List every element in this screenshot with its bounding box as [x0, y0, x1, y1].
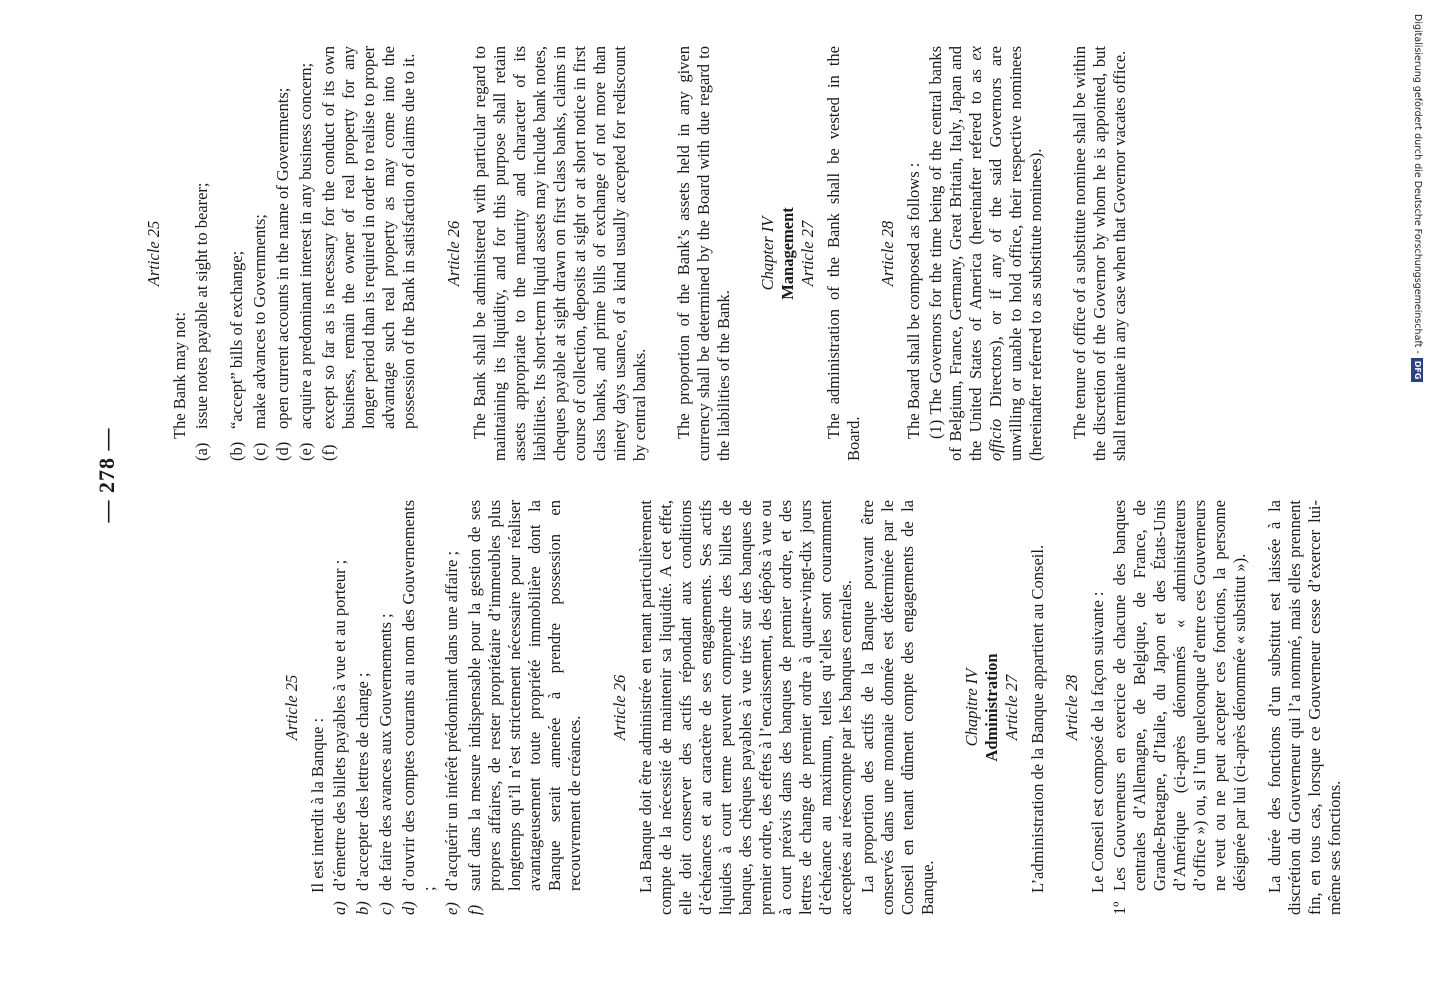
en-item-text: open current accounts in the name of Governments; [273, 87, 292, 429]
fr-item-text: d’émettre des billets payables à vue et au porteur ; [330, 559, 349, 891]
en-item-c [250, 46, 270, 461]
digitization-sidenote [1410, 14, 1424, 394]
fr-item-label: c) [376, 902, 395, 915]
en-article-28-p1-ex-officio: ex officio [966, 45, 1005, 461]
en-article-28-heading: Article 28 [878, 220, 897, 287]
fr-item-f [465, 500, 585, 915]
fr-item-label: e) [442, 902, 461, 915]
fr-item-b [353, 500, 373, 915]
en-item-d [273, 46, 293, 461]
en-item-label: (e) [296, 442, 315, 461]
fr-article-26-heading: Article 26 [610, 674, 629, 741]
french-column [132, 500, 1347, 915]
fr-item-text: sauf dans la mesure indispensable pour la gestion de ses propres affaires, de rester propriétaire d’immeubles plus longtemps qu’il n’est strictement nécessaire pour réaliser avantageusement toute propriété immobilière dont la Banque serait amenée à prendre possession en recouvrement de créances. [465, 500, 584, 891]
fr-article-25-heading: Article 25 [282, 674, 301, 741]
fr-article-26-paragraph-2: La proportion des actifs de la Banque pouvant être conservés dans une monnaie donnée est déterminée par le Conseil en tenant dûment compte des engagements de la Banque. [858, 500, 937, 915]
fr-article-25-intro: Il est interdit à la Banque : [308, 717, 327, 893]
fr-chapter-title: Administration [982, 653, 1001, 762]
en-item-a [192, 46, 212, 461]
en-article-28-paragraph-1 [926, 46, 1046, 461]
dfg-logo-icon: DFG [1411, 358, 1423, 383]
fr-article-27-heading: Article 27 [1002, 674, 1021, 741]
fr-item-text: d’ouvrir des comptes courants au nom des Gouvernements ; [399, 500, 438, 891]
en-article-27-heading: Article 27 [798, 220, 817, 287]
en-item-e [296, 46, 316, 461]
page-number: — 278 — [94, 427, 119, 523]
fr-article-28-heading: Article 28 [1062, 674, 1081, 741]
english-column [132, 46, 1132, 461]
en-article-28-p1-lead: (1) The Governors for the time being of the central banks of Belgium, France, Germany, Great Britain, Italy, Japan and the United States of America (hereinafter refered to as [926, 46, 985, 461]
fr-item-label: d) [399, 901, 418, 915]
en-item-text: make advances to Governments; [250, 214, 269, 429]
en-article-26-paragraph-2: The proportion of the Bank’s assets held in any given currency shall be determined by the Board with due regard to the liabilities of the Bank. [674, 46, 733, 461]
en-article-28-intro: The Board shall be composed as follows : [904, 162, 923, 439]
en-item-f [319, 46, 419, 461]
fr-item-label: a) [330, 901, 349, 915]
en-item-text: except so far as is necessary for the conduct of its own business, remain the owner of real property for any longer period than is required in order to realise to proper advantage such real property as may come into the possession of the Bank in satisfaction of claims due to it. [319, 46, 418, 429]
en-chapter-title: Management [778, 207, 797, 300]
fr-item-text: d’acquérir un intérêt prédominant dans une affaire ; [442, 550, 461, 891]
fr-article-28-intro: Le Conseil est composé de la façon suivante : [1088, 591, 1107, 893]
en-item-text: acquire a predominant interest in any business concern; [296, 62, 315, 429]
fr-item-label: 1º [1110, 901, 1129, 915]
en-item-text: “accept” bills of exchange; [227, 250, 246, 429]
fr-item-label: b) [353, 901, 372, 915]
en-item-label: (f) [319, 444, 338, 461]
fr-item-text: Les Gouverneurs en exercice de chacune des banques centrales d’Allemagne, de Belgique, de France, de Grande-Bretagne, d’Italie, du Japon et des États-Unis d’Amérique (ci-après dénommés « administrateurs d’office ») ou, si l’un quelconque d’entre ces Gouverneurs ne veut ou ne peut accepter ces fonctions, la personne désignée par lui (ci-après dénommée « substitut »). [1110, 500, 1249, 891]
fr-article-27-text: L’administration de la Banque appartient au Conseil. [1028, 544, 1047, 893]
fr-article-28-item-1 [1110, 500, 1250, 915]
en-article-27-text: The administration of the Bank shall be vested in the Board. [824, 46, 863, 461]
fr-article-28-paragraph-2: La durée des fonctions d’un substitut est laissée à la discrétion du Gouverneur qui l’a nommé, mais elles prennent fin, en tous cas, lorsque ce Gouverneur cesse d’exercer lui-même ses fonctions. [1265, 500, 1344, 915]
en-item-label: (d) [273, 441, 292, 461]
en-item-label: (c) [250, 442, 269, 461]
fr-item-d [399, 500, 439, 915]
fr-item-e [442, 500, 462, 915]
fr-item-a [330, 500, 350, 915]
en-item-label: (a) [192, 442, 211, 461]
en-article-25-intro: The Bank may not: [170, 312, 189, 439]
fr-item-text: de faire des avances aux Gouvernements ; [376, 613, 395, 891]
document-page [92, 15, 1382, 935]
en-item-b [227, 46, 247, 461]
en-chapter-label: Chapter IV [758, 216, 777, 291]
en-item-text: issue notes payable at sight to bearer; [192, 182, 211, 429]
fr-item-label: f) [465, 904, 484, 915]
en-article-28-p1-tail: Directors), or if any of the said Governors are unwilling or unable to hold office, their respective nominees (hereinafter referred to as substitute nominees). [986, 46, 1045, 461]
fr-item-text: d’accepter des lettres de change ; [353, 672, 372, 891]
en-article-26-heading: Article 26 [444, 220, 463, 287]
en-article-26-paragraph-1: The Bank shall be administered with particular regard to maintaining its liquidity, and for this purpose shall retain assets appropriate to the maturity and character of its liabilities. Its short-term liquid assets may include bank notes, cheques payable at sight drawn on first class banks, claims in course of collection, deposits at sight or at short notice in first class banks, and prime bills of exchange of not more than ninety days usance, of a kind usually accepted for rediscount by central banks. [470, 46, 649, 461]
fr-chapter-label: Chapitre IV [962, 668, 981, 747]
fr-article-26-paragraph-1: La Banque doit être administrée en tenant particulièrement compte de la nécessité de maintenir sa liquidité. A cet effet, elle doit conserver des actifs répondant aux conditions d’échéances et au caractère de ses engagements. Ses actifs liquides à court terme peuvent comprendre des billets de banque, des chèques payables à vue tirés sur des banques de premier ordre, des effets à l’encaissement, des dépôts à vue ou à court préavis dans des banques de premier ordre, et des lettres de change de premier ordre à quatre-vingt-dix jours d’échéance au maximum, telles qu’elles sont couramment acceptées au réescompte par les banques centrales. [636, 500, 855, 915]
en-article-25-heading: Article 25 [144, 220, 163, 287]
fr-item-c [376, 500, 396, 915]
en-item-label: (b) [227, 441, 246, 461]
digitization-note-text: Digitalisierung gefördert durch die Deutsche Forschungsgemeinschaft - [1412, 14, 1423, 354]
en-article-28-paragraph-2: The tenure of office of a substitute nominee shall be within the discretion of the Governor by whom he is appointed, but shall terminate in any case when that Governor vacates office. [1070, 46, 1129, 461]
